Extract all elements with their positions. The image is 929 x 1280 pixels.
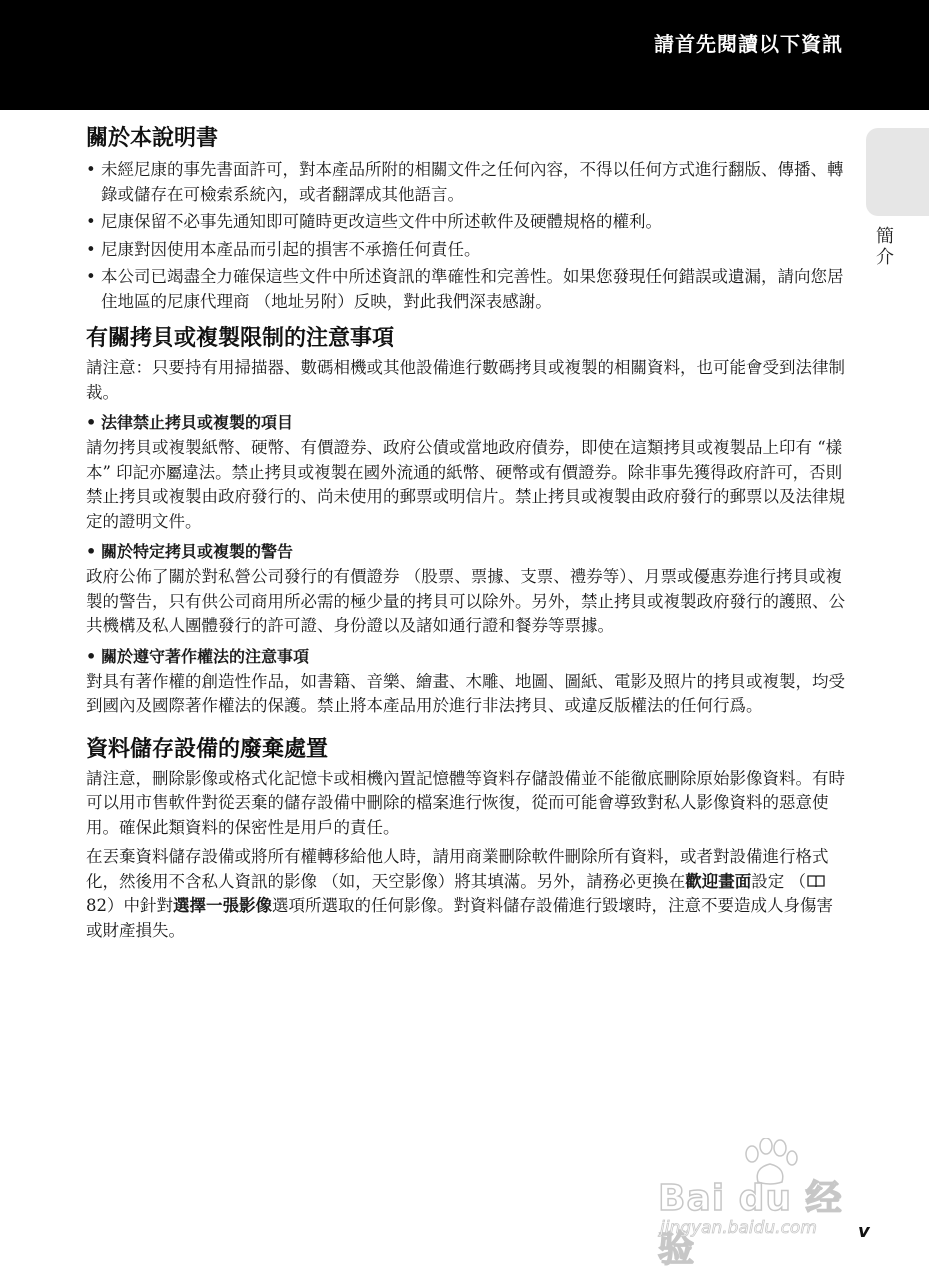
paragraph: 請注意，刪除影像或格式化記憶卡或相機內置記憶體等資料存儲設備並不能徹底刪除原始影像資料。有時可以用市售軟件對從丟棄的儲存設備中刪除的檔案進行恢復，從而可能會導致對私人影像資料的惡意使用。確保此類資料的保密性是用戶的責任。 (86, 768, 845, 837)
subsection-heading: • 關於遵守著作權法的注意事項 (86, 645, 848, 669)
list-item: • 本公司已竭盡全力確保這些文件中所述資訊的準確性和完善性。如果您發現任何錯誤或遺漏，請向您居住地區的尼康代理商 （地址另附）反映，對此我們深表感謝。 (86, 265, 848, 314)
main-content (86, 122, 848, 943)
baidu-jingyan-watermark (658, 1138, 868, 1270)
subsection-body: 政府公佈了關於對私營公司發行的有價證券 （股票、票據、支票、禮券等）、月票或優惠券進行拷貝或複製的警告，只有供公司商用所必需的極少量的拷貝可以除外。另外，禁止拷貝或複製政府發行的護照、公共機構及私人團體發行的許可證、身份證以及諸如通行證和餐券等票據。 (86, 567, 845, 635)
page-header-title: 請首先閱讀以下資訊 (654, 32, 843, 56)
text-run: 選項所選取的任何影像。對資料儲存設備進行毀壞時，注意不要造成人身傷害或財產損失。 (86, 896, 833, 940)
page-reference: 82 (86, 896, 107, 915)
subsection-heading: • 關於特定拷貝或複製的警告 (86, 540, 848, 564)
header-bar (0, 0, 929, 110)
subsection-heading: • 法律禁止拷貝或複製的項目 (86, 411, 848, 435)
section-copy-restrictions (86, 322, 848, 719)
list-item: • 未經尼康的事先書面許可，對本產品所附的相關文件之任何內容，不得以任何方式進行翻版、傳播、轉錄或儲存在可檢索系統內，或者翻譯成其他語言。 (86, 158, 848, 207)
subsection-body: 請勿拷貝或複製紙幣、硬幣、有價證券、政府公債或當地政府債券，即使在這類拷貝或複製品上印有 “樣本” 印記亦屬違法。禁止拷貝或複製在國外流通的紙幣、硬幣或有價證券。除非事先獲得政府許可，否則禁止拷貝或複製由政府發行的、尚未使用的郵票或明信片。禁止拷貝或複製由政府發行的郵票以及法律規定的證明文件。 (86, 438, 845, 531)
paragraph (86, 845, 848, 943)
text-run: 在丟棄資料儲存設備或將所有權轉移給他人時，請用商業刪除軟件刪除所有資料，或者對設備進行格式化，然後用不含私人資訊的影像 （如，天空影像）將其填滿。另外，請務必更換在 (86, 847, 829, 891)
section-title: 資料儲存設備的廢棄處置 (86, 736, 329, 762)
subsection-body: 對具有著作權的創造性作品，如書籍、音樂、繪畫、木雕、地圖、圖紙、電影及照片的拷貝或複製，均受到國內及國際著作權法的保護。禁止將本產品用於進行非法拷貝、或違反版權法的任何行爲。 (86, 671, 845, 715)
section-title: 有關拷貝或複製限制的注意事項 (86, 326, 395, 351)
bullet-list (86, 158, 848, 314)
side-chapter-tab (866, 128, 929, 216)
book-icon (806, 874, 826, 889)
menu-term-welcome-screen: 歡迎畫面 (685, 871, 752, 891)
list-item: • 尼康保留不必事先通知即可隨時更改這些文件中所述軟件及硬體規格的權利。 (86, 210, 848, 235)
text-run: 設定 （ (751, 871, 806, 891)
list-item: • 尼康對因使用本產品而引起的損害不承擔任何責任。 (86, 238, 848, 263)
section-data-disposal (86, 733, 848, 944)
section-about-manual (86, 122, 848, 314)
section-intro: 請注意：只要持有用掃描器、數碼相機或其他設備進行數碼拷貝或複製的相關資料，也可能會受到法律制裁。 (86, 358, 845, 402)
side-chapter-label: 簡介 (873, 226, 894, 268)
text-run: ）中針對 (107, 896, 173, 915)
page-number: v (858, 1221, 870, 1242)
menu-term-select-image: 選擇一張影像 (173, 896, 272, 915)
watermark-brand: Bai du 经验 (658, 1178, 843, 1270)
section-title: 關於本說明書 (86, 126, 219, 151)
watermark-url: jingyan.baidu.com (660, 1218, 817, 1238)
